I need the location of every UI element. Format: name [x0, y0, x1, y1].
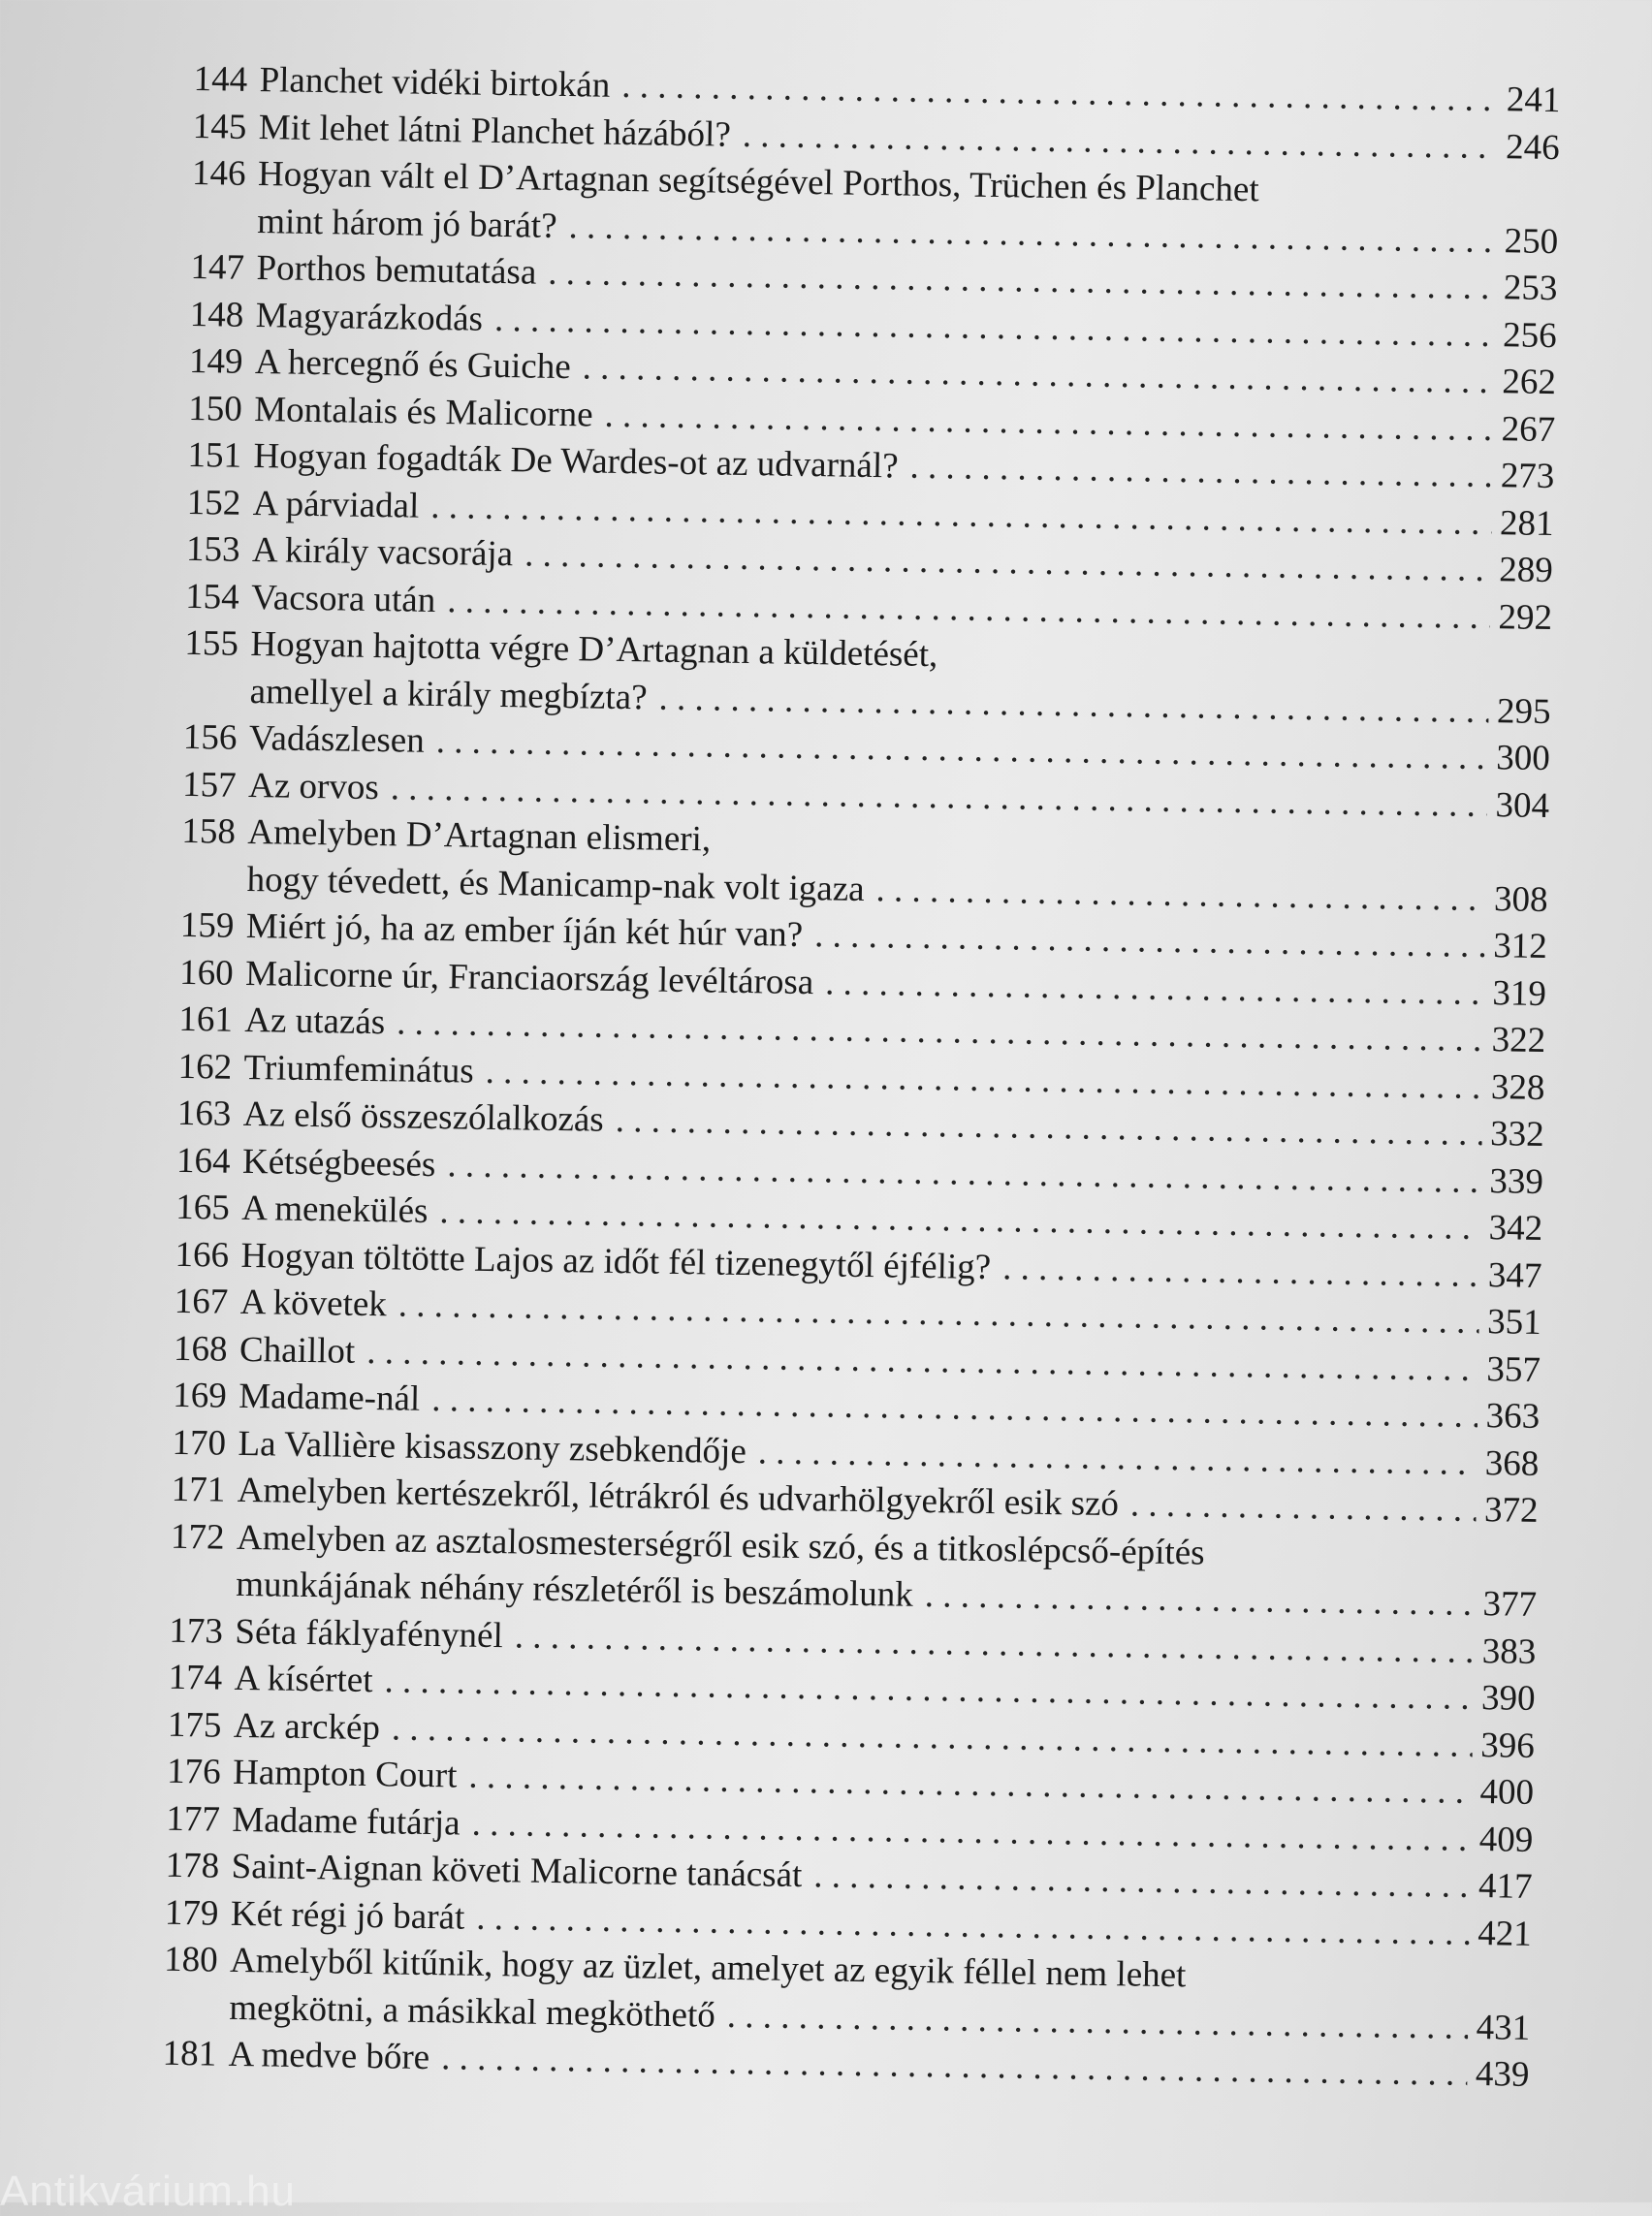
chapter-number: 145 [192, 106, 247, 147]
chapter-number: 156 [182, 716, 238, 758]
page-number: 267 [1501, 408, 1556, 450]
chapter-number: 164 [175, 1140, 231, 1182]
chapter-title: Amelyből kitűnik, hogy az üzlet, amelyet az egyik féllel nem lehet [229, 1940, 1187, 1996]
chapter-title: A kísértet [234, 1658, 373, 1701]
chapter-title: Porthos bemutatása [256, 248, 537, 293]
page-number: 295 [1496, 690, 1551, 732]
chapter-title: A király vacsorája [251, 530, 514, 575]
chapter-title: Amelyben kertészekről, létrákról és udvarhölgyekről esik szó [237, 1470, 1120, 1525]
chapter-number: 157 [181, 764, 238, 806]
chapter-number: 168 [173, 1328, 228, 1370]
chapter-title: Az orvos [247, 765, 380, 807]
chapter-title: mint három jó barát? [257, 201, 557, 246]
page-number: 439 [1475, 2054, 1530, 2095]
dot-leader [1002, 1245, 1480, 1299]
page-number: 383 [1481, 1630, 1537, 1672]
chapter-title: Montalais és Malicorne [253, 389, 593, 435]
chapter-number: 171 [171, 1469, 226, 1510]
chapter-title: Vadászlesen [248, 717, 426, 761]
chapter-number: 144 [193, 58, 248, 100]
chapter-title: Magyarázkodás [255, 295, 484, 339]
chapter-title: Az arckép [233, 1705, 381, 1748]
chapter-title: megkötni, a másikkal megköthető [229, 1987, 716, 2036]
chapter-title: A medve bőre [228, 2034, 430, 2078]
page-number: 289 [1499, 550, 1554, 591]
page-number: 312 [1492, 926, 1548, 967]
page-number: 300 [1495, 738, 1551, 779]
page-number: 363 [1485, 1396, 1541, 1437]
chapter-title: A követek [239, 1282, 388, 1325]
chapter-title: Két régi jó barát [230, 1893, 465, 1938]
chapter-title: amellyel a király megbízta? [249, 671, 648, 717]
chapter-title: Chaillot [238, 1329, 356, 1372]
page-number: 304 [1495, 784, 1550, 826]
chapter-title: Triumfeminátus [243, 1047, 475, 1092]
page-number: 390 [1480, 1678, 1536, 1719]
page-number: 246 [1505, 126, 1561, 168]
chapter-title: Planchet vidéki birtokán [259, 60, 611, 106]
chapter-number: 172 [170, 1516, 225, 1558]
page-number: 351 [1486, 1302, 1541, 1343]
page-number: 273 [1500, 456, 1555, 497]
page-number: 253 [1503, 268, 1558, 309]
chapter-number: 159 [179, 904, 235, 946]
chapter-title: Saint-Aignan követi Malicorne tanácsát [231, 1846, 803, 1896]
chapter-title: Hogyan vált el D’Artagnan segítségével Porthos, Trüchen és Planchet [257, 154, 1260, 210]
chapter-number: 176 [166, 1751, 222, 1792]
chapter-number: 146 [191, 152, 246, 194]
chapter-title: Madame futárja [232, 1799, 461, 1844]
page-number: 262 [1502, 362, 1557, 403]
page-number: 421 [1477, 1913, 1533, 1954]
chapter-title: munkájának néhány részletéről is beszámolunk [235, 1564, 914, 1615]
chapter-title: A menekülés [241, 1187, 429, 1231]
chapter-title: Madame-nál [238, 1376, 421, 1419]
chapter-number: 154 [184, 576, 240, 617]
page-number: 332 [1489, 1114, 1545, 1155]
chapter-number: 165 [175, 1187, 231, 1228]
chapter-number: 166 [175, 1234, 230, 1276]
page-number: 431 [1476, 2007, 1531, 2048]
chapter-number: 148 [189, 294, 244, 335]
page-number: 372 [1483, 1490, 1539, 1531]
chapter-title: A párviadal [252, 483, 420, 526]
chapter-number: 149 [188, 340, 243, 382]
chapter-number: 160 [178, 952, 234, 994]
page-number: 292 [1498, 596, 1553, 638]
page-number: 256 [1502, 314, 1557, 356]
chapter-title: Séta fáklyafénynél [235, 1611, 504, 1656]
chapter-number: 161 [178, 998, 234, 1040]
page-number: 377 [1482, 1584, 1538, 1625]
page-number: 368 [1484, 1442, 1540, 1484]
chapter-title: Az első összeszólalkozás [242, 1093, 605, 1140]
table-of-contents [162, 56, 1561, 2099]
chapter-number: 180 [163, 1939, 218, 1980]
chapter-title: Miért jó, ha az ember íján két húr van? [245, 905, 804, 955]
chapter-number: 167 [174, 1281, 229, 1322]
chapter-title: Malicorne úr, Franciaország levéltárosa [244, 953, 814, 1002]
chapter-number: 173 [169, 1610, 224, 1652]
chapter-number: 151 [187, 434, 242, 476]
page-number: 322 [1491, 1020, 1546, 1061]
page-number: 328 [1490, 1066, 1545, 1108]
chapter-number: 147 [190, 246, 245, 288]
chapter-title: Vacsora után [250, 577, 436, 620]
page-number: 342 [1488, 1208, 1543, 1249]
chapter-number: 169 [172, 1375, 228, 1416]
chapter-number: 177 [166, 1798, 221, 1840]
chapter-number: 152 [186, 482, 241, 523]
chapter-title: Amelyben D’Artagnan elismeri, [247, 811, 712, 860]
chapter-title: Hogyan töltötte Lajos az időt fél tizenegytől éjfélig? [240, 1235, 992, 1287]
watermark-text: Antikvárium.hu [0, 2168, 297, 2215]
page-number: 339 [1489, 1160, 1544, 1202]
chapter-number: 155 [184, 622, 239, 664]
chapter-title: hogy tévedett, és Manicamp-nak volt igaza [246, 859, 865, 909]
chapter-title: Hogyan fogadták De Wardes-ot az udvarnál? [253, 436, 899, 487]
chapter-title: Amelyben az asztalosmesterségről esik szó, és a titkoslépcső-építés [236, 1517, 1205, 1573]
page-number: 417 [1477, 1866, 1533, 1907]
chapter-number: 174 [168, 1657, 223, 1698]
page-number: 319 [1492, 972, 1547, 1014]
dot-leader [924, 1572, 1475, 1628]
page-number: 400 [1479, 1772, 1535, 1813]
chapter-title: Kétségbeesés [241, 1141, 436, 1185]
chapter-number: 153 [185, 528, 240, 570]
chapter-title: Az utazás [244, 999, 386, 1043]
chapter-number: 162 [177, 1046, 233, 1088]
chapter-title: Hampton Court [232, 1752, 458, 1796]
chapter-title: La Vallière kisasszony zsebkendője [238, 1423, 747, 1472]
page-number: 250 [1504, 220, 1559, 262]
page-number: 396 [1479, 1725, 1536, 1766]
chapter-number: 181 [162, 2033, 217, 2074]
page-number: 347 [1487, 1254, 1542, 1296]
chapter-number: 175 [167, 1704, 222, 1746]
page-number: 409 [1478, 1819, 1534, 1860]
chapter-title: Mit lehet látni Planchet házából? [258, 107, 732, 155]
chapter-number: 163 [176, 1092, 232, 1134]
page-number: 308 [1493, 878, 1548, 920]
page-number: 241 [1506, 79, 1561, 121]
chapter-title: A hercegnő és Guiche [254, 342, 572, 388]
chapter-title: Hogyan hajtotta végre D’Artagnan a küldetését, [250, 623, 938, 676]
chapter-number: 158 [181, 810, 237, 852]
chapter-number: 150 [187, 388, 243, 429]
chapter-number: 178 [165, 1845, 220, 1886]
chapter-number: 170 [172, 1422, 227, 1464]
chapter-number: 179 [164, 1892, 219, 1934]
page-number: 357 [1486, 1348, 1541, 1390]
dot-leader [1130, 1481, 1477, 1534]
page-number: 281 [1499, 502, 1554, 544]
